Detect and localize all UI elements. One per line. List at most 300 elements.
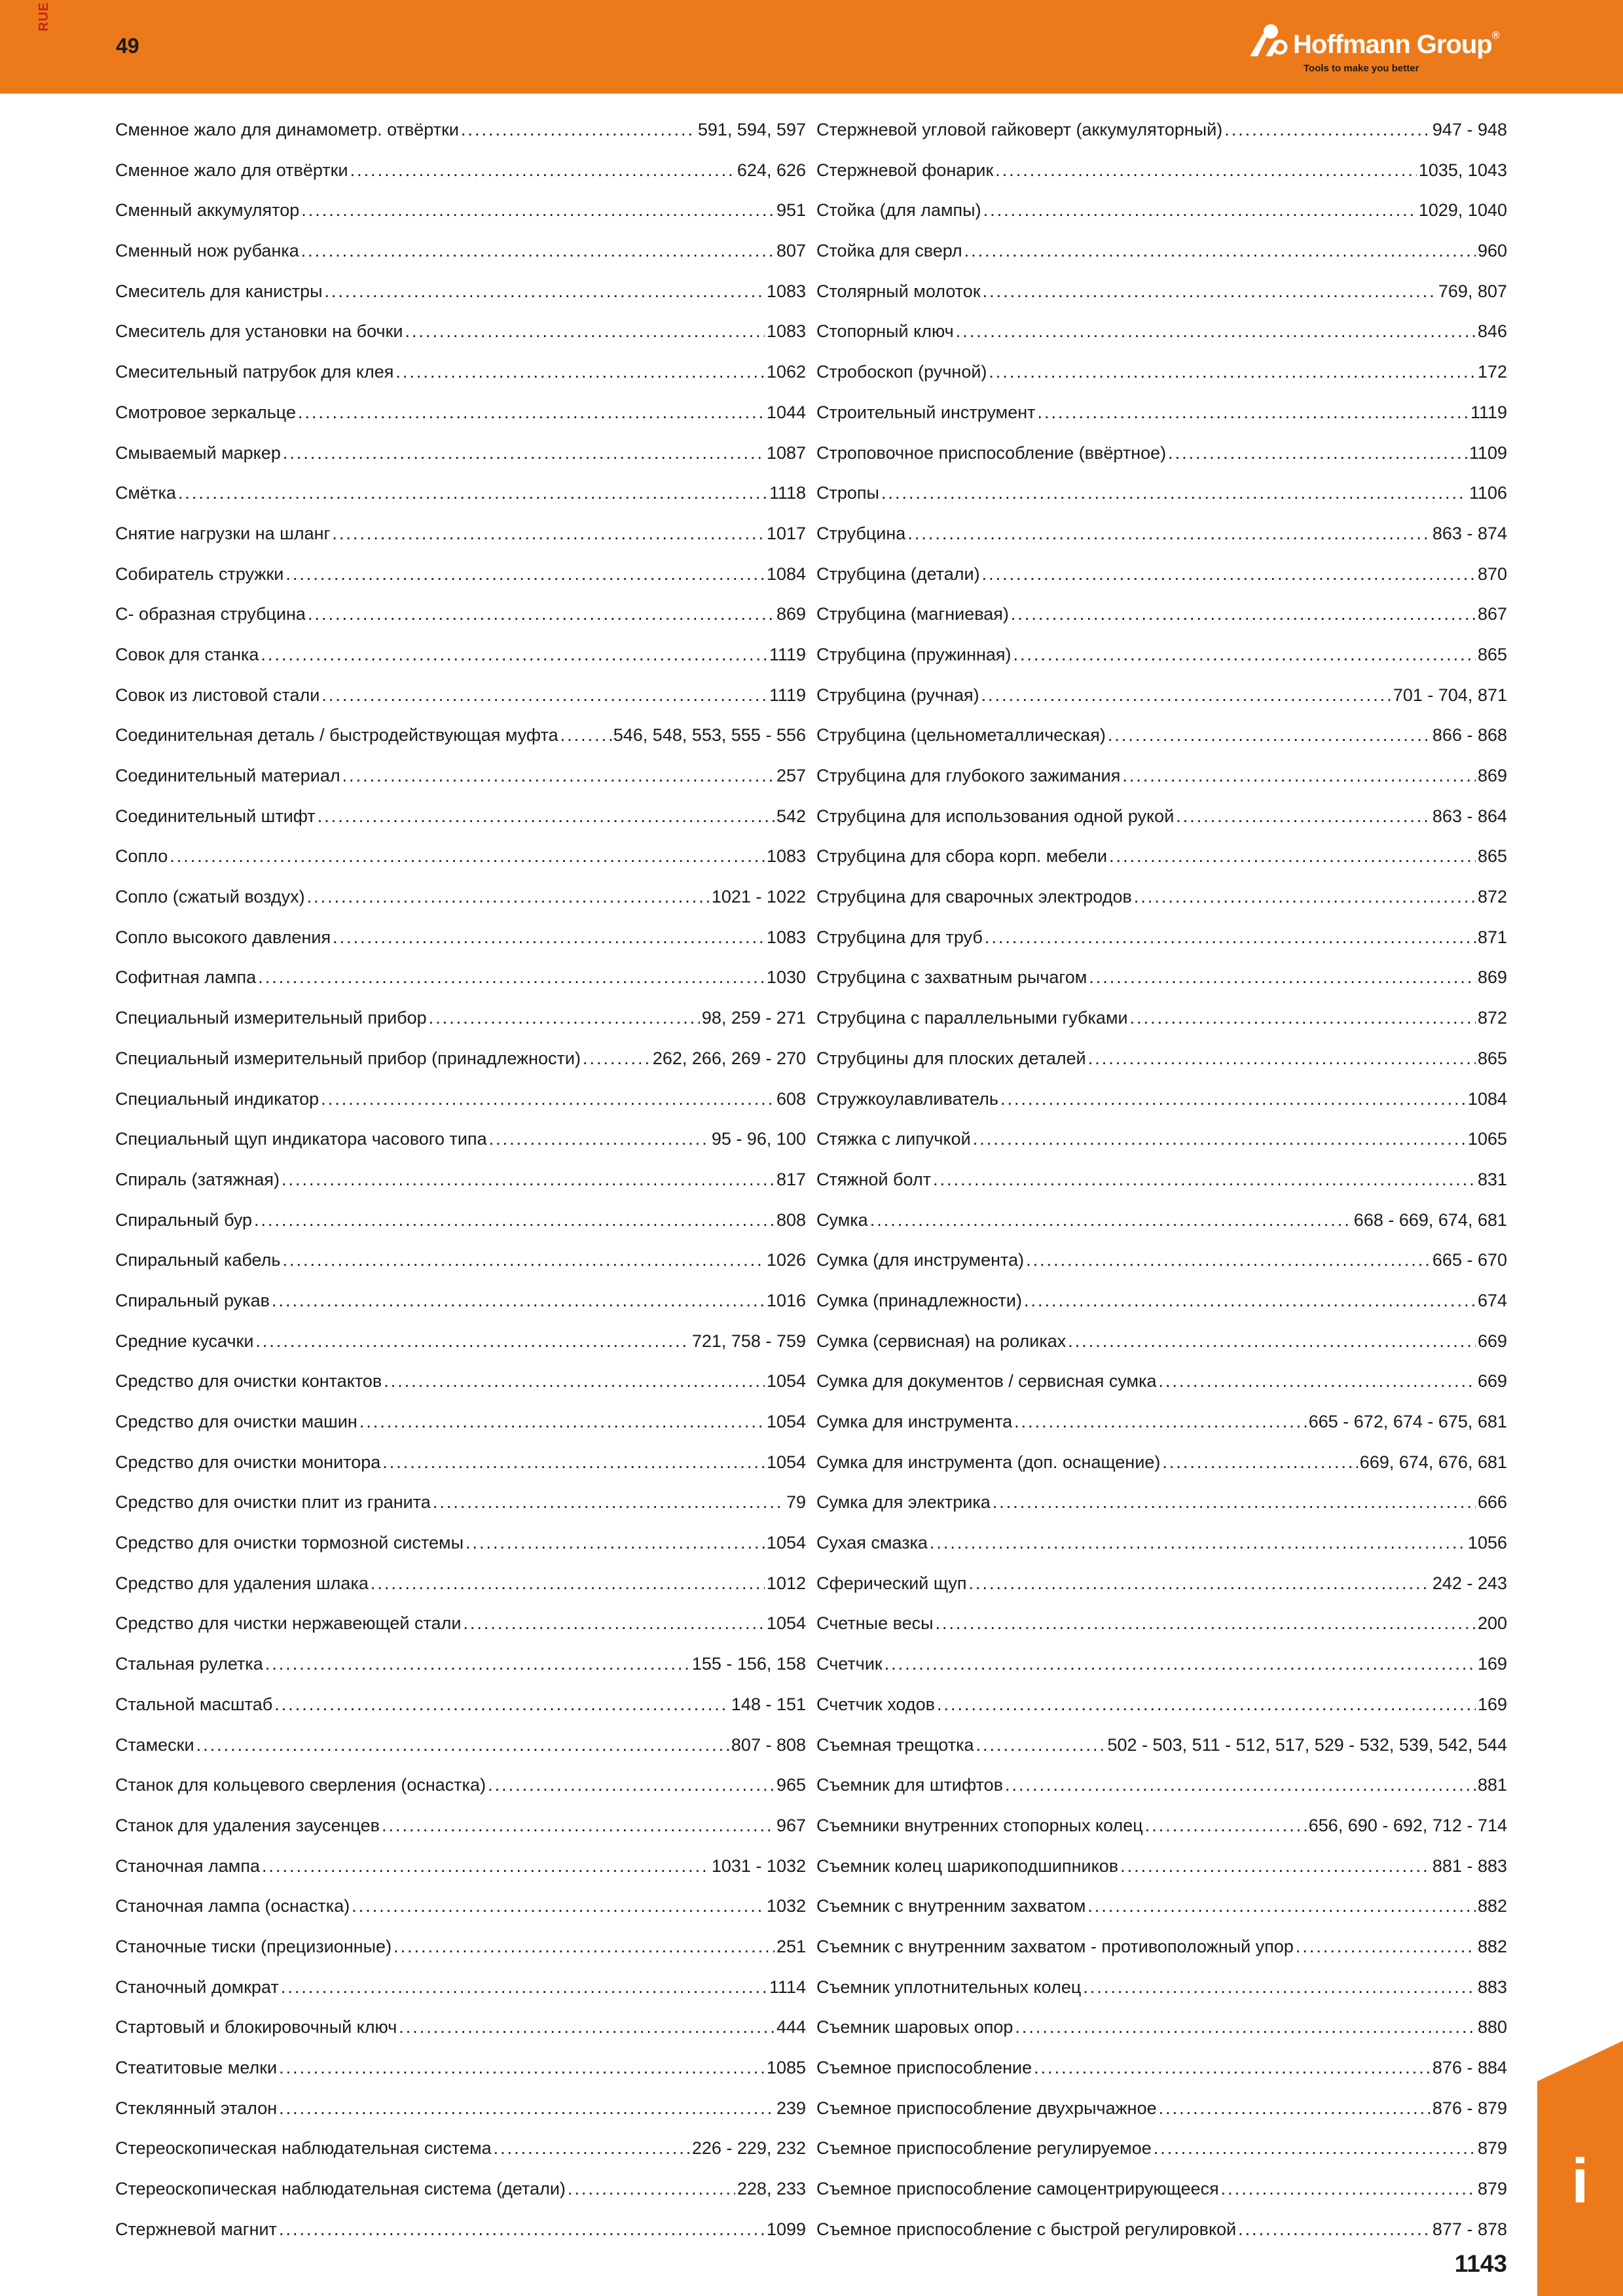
brand-name: Hoffmann Group®	[1293, 30, 1499, 59]
index-pages: 251	[776, 1936, 806, 1956]
dot-leader	[1088, 1039, 1476, 1079]
index-term: Съемная трещотка	[816, 1734, 974, 1755]
index-entry	[115, 635, 806, 675]
index-term: Стропы	[816, 483, 879, 503]
index-pages: 951	[776, 200, 806, 221]
dot-leader	[262, 1846, 710, 1887]
index-pages: 1119	[769, 685, 806, 705]
dot-leader	[382, 1806, 775, 1846]
index-pages: 808	[776, 1210, 806, 1230]
index-pages: 98, 259 - 271	[701, 1008, 806, 1028]
dot-leader	[964, 231, 1476, 272]
index-term: Струбцина для сварочных электродов	[816, 887, 1132, 907]
index-entry	[816, 1725, 1507, 1766]
index-term: Сумка для инструмента (доп. оснащение)	[816, 1452, 1161, 1472]
index-pages: 1026	[766, 1250, 806, 1270]
dot-leader	[463, 1604, 765, 1644]
dot-leader	[1130, 998, 1476, 1039]
index-term: Струбцина для сбора корп. мебели	[816, 846, 1108, 867]
index-entry	[816, 635, 1507, 675]
index-term: Сопло	[115, 846, 168, 867]
index-entry	[115, 958, 806, 998]
index-entry	[816, 1846, 1507, 1887]
index-entry	[115, 1685, 806, 1725]
index-term: Соединительный штифт	[115, 806, 316, 826]
index-entry	[115, 2048, 806, 2089]
dot-leader	[870, 1200, 1352, 1241]
index-term: Специальный измерительный прибор	[115, 1008, 427, 1028]
index-term: Стробоскоп (ручной)	[816, 362, 987, 382]
index-pages: 877 - 878	[1432, 2219, 1507, 2239]
index-term: Сменный нож рубанка	[115, 241, 299, 261]
index-entry	[816, 272, 1507, 312]
index-term: Струбцина (пружинная)	[816, 644, 1012, 664]
chapter-number: 49	[116, 34, 139, 58]
index-entry	[115, 715, 806, 756]
index-term: Средство для очистки тормозной системы	[115, 1533, 464, 1553]
index-term: Стальная рулетка	[115, 1654, 263, 1674]
dot-leader	[993, 1482, 1476, 1523]
index-entry	[115, 1604, 806, 1644]
index-term: Стружкоулавливатель	[816, 1088, 998, 1109]
index-pages: 1016	[766, 1290, 806, 1310]
index-pages: 169	[1477, 1694, 1507, 1714]
index-term: Струбцина для труб	[816, 927, 983, 947]
dot-leader	[1015, 2007, 1476, 2048]
index-entry	[816, 1119, 1507, 1160]
index-term: Смеситель для канистры	[115, 281, 323, 301]
index-entry	[816, 1361, 1507, 1402]
dot-leader	[1159, 1361, 1476, 1402]
brand-slogan: Tools to make you better	[1304, 63, 1419, 74]
dot-leader	[956, 312, 1476, 352]
index-column-right	[816, 110, 1507, 2250]
index-term: Специальный измерительный прибор (принадлежности)	[115, 1048, 581, 1068]
index-entry	[816, 958, 1507, 998]
index-entry	[115, 1443, 806, 1483]
index-entry	[816, 554, 1507, 595]
index-pages: 871	[1477, 927, 1507, 947]
index-term: Сумка (принадлежности)	[816, 1290, 1022, 1310]
index-term: Стальной масштаб	[115, 1694, 273, 1714]
index-pages: 807 - 808	[731, 1734, 806, 1755]
index-term: Смётка	[115, 483, 176, 503]
index-pages: 869	[1477, 766, 1507, 785]
index-term: Съемник шаровых опор	[816, 2017, 1013, 2037]
index-pages: 546, 548, 553, 555 - 556	[613, 725, 806, 745]
index-term: Струбцина с параллельными губками	[816, 1008, 1128, 1028]
index-entry	[816, 2169, 1507, 2210]
index-entry	[115, 473, 806, 514]
index-entry	[816, 1564, 1507, 1604]
index-entry	[816, 1685, 1507, 1725]
index-term: Сумка для документов / сервисная сумка	[816, 1371, 1157, 1391]
index-pages: 1031 - 1032	[711, 1856, 806, 1876]
index-entry	[816, 1443, 1507, 1483]
index-entry	[816, 312, 1507, 352]
index-term: Съемное приспособление	[816, 2058, 1032, 2077]
index-term: Столярный молоток	[816, 281, 981, 301]
dot-leader	[342, 756, 775, 797]
index-pages: 668 - 669, 674, 681	[1353, 1210, 1507, 1230]
index-pages: 882	[1477, 1936, 1507, 1956]
index-pages: 876 - 879	[1432, 2098, 1507, 2118]
index-term: Строповочное приспособление (ввёртное)	[816, 442, 1167, 463]
index-term: Средние кусачки	[115, 1331, 254, 1351]
index-pages: 960	[1477, 241, 1507, 261]
index-pages: 831	[1477, 1169, 1507, 1189]
index-entry	[115, 1523, 806, 1564]
index-pages: 869	[776, 604, 806, 624]
index-pages: 79	[786, 1492, 806, 1513]
dot-leader	[333, 918, 765, 958]
dot-leader	[985, 918, 1476, 958]
dot-leader	[1024, 1281, 1476, 1321]
index-entry	[816, 1160, 1507, 1200]
index-term: Съемник колец шарикоподшипников	[816, 1856, 1119, 1876]
index-pages: 870	[1477, 564, 1507, 584]
index-term: Совок для станка	[115, 644, 259, 664]
index-entry	[816, 2048, 1507, 2089]
index-entry	[816, 675, 1507, 716]
index-entry	[115, 2128, 806, 2169]
dot-leader	[318, 797, 775, 837]
dot-leader	[969, 1564, 1431, 1604]
index-entry	[115, 2089, 806, 2129]
index-term: Средство для очистки машин	[115, 1412, 357, 1431]
index-pages: 883	[1477, 1977, 1507, 1997]
index-entry	[816, 433, 1507, 474]
index-term: Станочный домкрат	[115, 1977, 279, 1997]
index-pages: 769, 807	[1438, 281, 1507, 301]
dot-leader	[1154, 2128, 1476, 2169]
dot-leader	[936, 1604, 1476, 1644]
index-term: Счетчик ходов	[816, 1694, 935, 1714]
index-pages: 1119	[769, 644, 806, 664]
index-pages: 155 - 156, 158	[691, 1654, 806, 1674]
index-entry	[816, 797, 1507, 837]
index-entry	[115, 433, 806, 474]
dot-leader	[196, 1725, 729, 1766]
index-term: Совок из листовой стали	[115, 685, 320, 705]
index-term: Станочная лампа	[115, 1856, 260, 1876]
index-term: Станок для удаления заусенцев	[115, 1815, 380, 1835]
index-term: Станочная лампа (оснастка)	[115, 1896, 350, 1916]
index-term: Съемник с внутренним захватом	[816, 1896, 1086, 1916]
index-entry	[816, 756, 1507, 797]
index-term: Стяжной болт	[816, 1169, 932, 1189]
index-pages: 1084	[766, 564, 806, 584]
index-term: Струбцина	[816, 523, 906, 543]
index-term: Сумка для инструмента	[816, 1412, 1013, 1431]
index-pages: 624, 626	[737, 160, 806, 180]
dot-leader	[382, 1443, 765, 1483]
index-pages: 665 - 670	[1432, 1250, 1507, 1270]
index-entry	[816, 877, 1507, 918]
index-pages: 1106	[1468, 483, 1507, 503]
dot-leader	[973, 1119, 1466, 1160]
index-pages: 674	[1477, 1290, 1507, 1310]
index-entry	[816, 2089, 1507, 2129]
index-entry	[115, 312, 806, 352]
index-pages: 881	[1477, 1775, 1507, 1795]
index-term: Съемник с внутренним захватом - противоположный упор	[816, 1936, 1294, 1956]
index-term: Средство для очистки монитора	[115, 1452, 381, 1472]
index-pages: 1085	[766, 2058, 806, 2077]
dot-leader	[1083, 1967, 1476, 2008]
index-entry	[115, 1361, 806, 1402]
index-pages: 876 - 884	[1432, 2058, 1507, 2077]
dot-leader	[301, 190, 775, 231]
index-term: Стеатитовые мелки	[115, 2058, 278, 2077]
index-entry	[816, 1240, 1507, 1281]
dot-leader	[1026, 1240, 1431, 1281]
index-entry	[115, 1644, 806, 1685]
index-term: Соединительная деталь / быстродействующая муфта	[115, 725, 558, 745]
index-term: Сопло (сжатый воздух)	[115, 887, 305, 907]
index-pages: 669, 674, 676, 681	[1359, 1452, 1507, 1472]
dot-leader	[399, 2007, 775, 2048]
index-pages: 1054	[766, 1613, 806, 1634]
dot-leader	[976, 1725, 1106, 1766]
index-term: Сумка для электрика	[816, 1492, 991, 1513]
dot-leader	[489, 1119, 710, 1160]
index-pages: 879	[1477, 2179, 1507, 2199]
dot-leader	[321, 675, 767, 716]
index-entry	[816, 514, 1507, 554]
index-pages: 865	[1477, 846, 1507, 867]
dot-leader	[1011, 594, 1476, 635]
index-entry	[115, 1039, 806, 1079]
dot-leader	[1122, 756, 1476, 797]
index-term: Стержневой магнит	[115, 2219, 278, 2239]
index-entry	[115, 675, 806, 716]
dot-leader	[1224, 110, 1431, 151]
index-column-left	[115, 110, 806, 2250]
index-term: Струбцина для использования одной рукой	[816, 806, 1175, 826]
dot-leader	[307, 877, 710, 918]
index-pages: 239	[776, 2098, 806, 2118]
index-pages: 1032	[766, 1896, 806, 1916]
index-term: Струбцина для глубокого зажимания	[816, 766, 1121, 785]
index-term: Съемник для штифтов	[816, 1775, 1004, 1795]
index-entry	[115, 1725, 806, 1766]
index-term: Сопло высокого давления	[115, 927, 331, 947]
index-entry	[816, 1886, 1507, 1927]
index-pages: 1118	[769, 483, 806, 503]
index-term: Стартовый и блокировочный ключ	[115, 2017, 397, 2037]
index-pages: 872	[1477, 1008, 1507, 1028]
index-pages: 172	[1477, 362, 1507, 382]
index-term: Средство для очистки плит из гранита	[115, 1492, 431, 1513]
page-number: 1143	[1454, 2250, 1507, 2277]
dot-leader	[1120, 1846, 1431, 1887]
index-entry	[816, 1644, 1507, 1685]
dot-leader	[1089, 958, 1476, 998]
index-pages: 807	[776, 241, 806, 261]
index-entry	[115, 1806, 806, 1846]
index-entry	[115, 1482, 806, 1523]
index-entry	[115, 1886, 806, 1927]
dot-leader	[279, 2210, 765, 2250]
index-term: Струбцина (магниевая)	[816, 604, 1009, 624]
index-entry	[816, 231, 1507, 272]
index-term: С- образная струбцина	[115, 604, 306, 624]
index-pages: 866 - 868	[1432, 725, 1507, 745]
index-term: Стереоскопическая наблюдательная система	[115, 2138, 492, 2159]
index-entry	[816, 594, 1507, 635]
dot-leader	[352, 1886, 765, 1927]
index-pages: 1056	[1467, 1533, 1507, 1553]
index-pages: 226 - 229, 232	[691, 2138, 806, 2159]
index-pages: 701 - 704, 871	[1393, 685, 1507, 705]
index-term: Сумка (для инструмента)	[816, 1250, 1025, 1270]
dot-leader	[1238, 2210, 1431, 2250]
index-term: Съемное приспособление с быстрой регулировкой	[816, 2219, 1237, 2239]
dot-leader	[301, 231, 775, 272]
dot-leader	[1087, 1886, 1476, 1927]
index-term: Спираль (затяжная)	[115, 1169, 280, 1189]
index-term: Смотровое зеркальце	[115, 402, 296, 422]
index-entry	[816, 1523, 1507, 1564]
index-entry	[115, 1119, 806, 1160]
index-entry	[115, 2210, 806, 2250]
index-pages: 1119	[1470, 402, 1507, 422]
index-entry	[115, 2169, 806, 2210]
index-pages: 1084	[1467, 1088, 1507, 1109]
index-entry	[115, 594, 806, 635]
index-entry	[115, 190, 806, 231]
index-term: Счетчик	[816, 1654, 883, 1674]
index-entry	[816, 1806, 1507, 1846]
dot-leader	[350, 151, 735, 191]
index-entry	[115, 998, 806, 1039]
dot-leader	[395, 352, 765, 393]
index-term: Станочные тиски (прецизионные)	[115, 1936, 392, 1956]
index-term: Сменное жало для динамометр. отвёртки	[115, 120, 459, 139]
index-term: Стержневой угловой гайковерт (аккумуляторный)	[816, 120, 1223, 139]
index-pages: 444	[776, 2017, 806, 2037]
index-pages: 257	[776, 766, 806, 785]
index-term: Софитная лампа	[115, 967, 257, 988]
index-entry	[816, 1482, 1507, 1523]
index-term: Съемник уплотнительных колец	[816, 1977, 1082, 1997]
index-entry	[115, 836, 806, 877]
dot-leader	[405, 312, 765, 352]
index-term: Средство для удаления шлака	[115, 1573, 369, 1593]
dot-leader	[332, 514, 765, 554]
dot-leader	[393, 1927, 775, 1967]
dot-leader	[1221, 2169, 1476, 2210]
index-entry	[115, 393, 806, 433]
dot-leader	[1038, 393, 1468, 433]
dot-leader	[884, 1644, 1476, 1685]
index-pages: 95 - 96, 100	[711, 1129, 806, 1149]
index-term: Смеситель для установки на бочки	[115, 321, 403, 342]
index-pages: 1012	[766, 1573, 806, 1593]
dot-leader	[1159, 2089, 1431, 2129]
dot-leader	[933, 1160, 1476, 1200]
index-term: Сумка (сервисная) на роликах	[816, 1331, 1067, 1351]
index-entry	[816, 1927, 1507, 1967]
dot-leader	[983, 190, 1417, 231]
dot-leader	[285, 554, 765, 595]
dot-leader	[937, 1685, 1476, 1725]
index-entry	[115, 1321, 806, 1362]
index-entry	[816, 2210, 1507, 2250]
index-pages: 947 - 948	[1432, 120, 1507, 139]
dot-leader	[178, 473, 767, 514]
dot-leader	[989, 352, 1476, 393]
index-pages: 1099	[766, 2219, 806, 2239]
index-pages: 666	[1477, 1492, 1507, 1513]
index-term: Сумка	[816, 1210, 868, 1230]
dot-leader	[321, 1079, 775, 1120]
index-entry	[816, 2128, 1507, 2169]
index-pages: 867	[1477, 604, 1507, 624]
index-term: Съемники внутренних стопорных колец	[816, 1815, 1143, 1835]
dot-leader	[1108, 715, 1431, 756]
dot-leader	[279, 2089, 775, 2129]
index-term: Сухая смазка	[816, 1533, 928, 1553]
index-entry	[115, 756, 806, 797]
index-term: Стойка для сверл	[816, 241, 962, 261]
index-entry	[816, 110, 1507, 151]
dot-leader	[995, 151, 1417, 191]
index-term: Сферический щуп	[816, 1573, 967, 1593]
index-entry	[115, 151, 806, 191]
dot-leader	[282, 1240, 764, 1281]
index-entry	[115, 1200, 806, 1241]
index-pages: 880	[1477, 2017, 1507, 2037]
dot-leader	[384, 1361, 765, 1402]
index-term: Средство для очистки контактов	[115, 1371, 382, 1391]
index-pages: 1083	[766, 846, 806, 867]
index-pages: 1114	[769, 1977, 806, 1997]
dot-leader	[1034, 2048, 1431, 2089]
dot-leader	[170, 836, 765, 877]
index-term: Смываемый маркер	[115, 442, 281, 463]
index-entry	[115, 1765, 806, 1806]
index-pages: 817	[776, 1169, 806, 1189]
index-entry	[816, 2007, 1507, 2048]
index-pages: 1083	[766, 281, 806, 301]
dot-leader	[359, 1402, 765, 1443]
index-term: Снятие нагрузки на шланг	[115, 523, 331, 543]
index-entry	[115, 1281, 806, 1321]
index-entry	[115, 110, 806, 151]
index-term: Смесительный патрубок для клея	[115, 362, 394, 382]
hoffmann-group-logo	[1246, 18, 1521, 77]
index-term: Счетные весы	[816, 1613, 934, 1634]
index-term: Струбцина (детали)	[816, 564, 980, 584]
index-term: Съемное приспособление самоцентрирующееся	[816, 2179, 1219, 2199]
dot-leader	[282, 1160, 775, 1200]
index-pages: 665 - 672, 674 - 675, 681	[1308, 1412, 1507, 1431]
index-pages: 965	[776, 1775, 806, 1795]
index-pages: 1109	[1468, 442, 1507, 463]
index-entry	[816, 190, 1507, 231]
index-entry	[115, 1160, 806, 1200]
index-entry	[816, 1039, 1507, 1079]
index-entry	[816, 836, 1507, 877]
index-term: Стяжка с липучкой	[816, 1129, 971, 1149]
index-pages: 881 - 883	[1432, 1856, 1507, 1876]
section-tab	[1537, 2041, 1623, 2296]
index-entry	[816, 1321, 1507, 1362]
index-pages: 879	[1477, 2138, 1507, 2159]
index-pages: 863 - 874	[1432, 523, 1507, 543]
